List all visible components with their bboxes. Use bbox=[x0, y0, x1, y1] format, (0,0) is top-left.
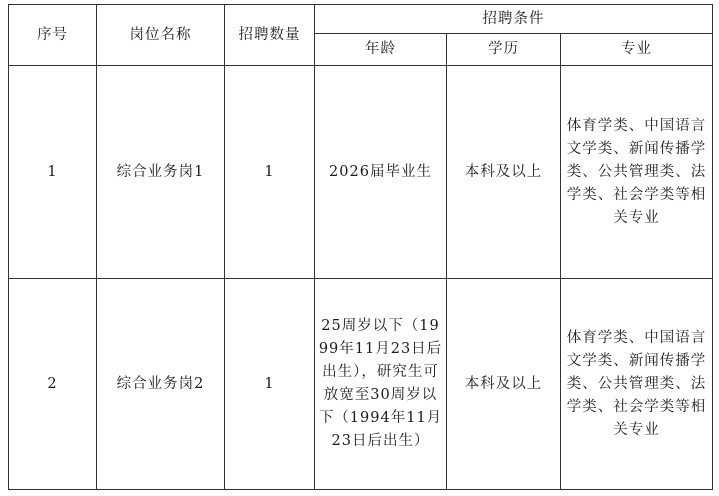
header-position-name: 岗位名称 bbox=[97, 5, 225, 66]
cell-position-name: 综合业务岗1 bbox=[97, 66, 225, 279]
header-major: 专业 bbox=[561, 34, 713, 66]
header-education: 学历 bbox=[447, 34, 561, 66]
table-row bbox=[9, 279, 713, 490]
header-age: 年龄 bbox=[315, 34, 447, 66]
cell-seq: 2 bbox=[9, 279, 97, 490]
cell-major: 体育学类、中国语言文学类、新闻传播学类、公共管理类、法学类、社会学类等相关专业 bbox=[561, 279, 713, 490]
cell-major: 体育学类、中国语言文学类、新闻传播学类、公共管理类、法学类、社会学类等相关专业 bbox=[561, 66, 713, 279]
cell-age: 2026届毕业生 bbox=[315, 66, 447, 279]
header-row-1 bbox=[9, 5, 713, 34]
cell-position-name: 综合业务岗2 bbox=[97, 279, 225, 490]
recruitment-table bbox=[8, 4, 713, 490]
cell-seq: 1 bbox=[9, 66, 97, 279]
cell-education: 本科及以上 bbox=[447, 66, 561, 279]
header-conditions: 招聘条件 bbox=[315, 5, 713, 34]
header-seq: 序号 bbox=[9, 5, 97, 66]
cell-count: 1 bbox=[225, 66, 315, 279]
header-count: 招聘数量 bbox=[225, 5, 315, 66]
cell-education: 本科及以上 bbox=[447, 279, 561, 490]
cell-age: 25周岁以下（1999年11月23日后出生），研究生可放宽至30周岁以下（1994年11月23日后出生） bbox=[315, 279, 447, 490]
table-row bbox=[9, 66, 713, 279]
cell-count: 1 bbox=[225, 279, 315, 490]
